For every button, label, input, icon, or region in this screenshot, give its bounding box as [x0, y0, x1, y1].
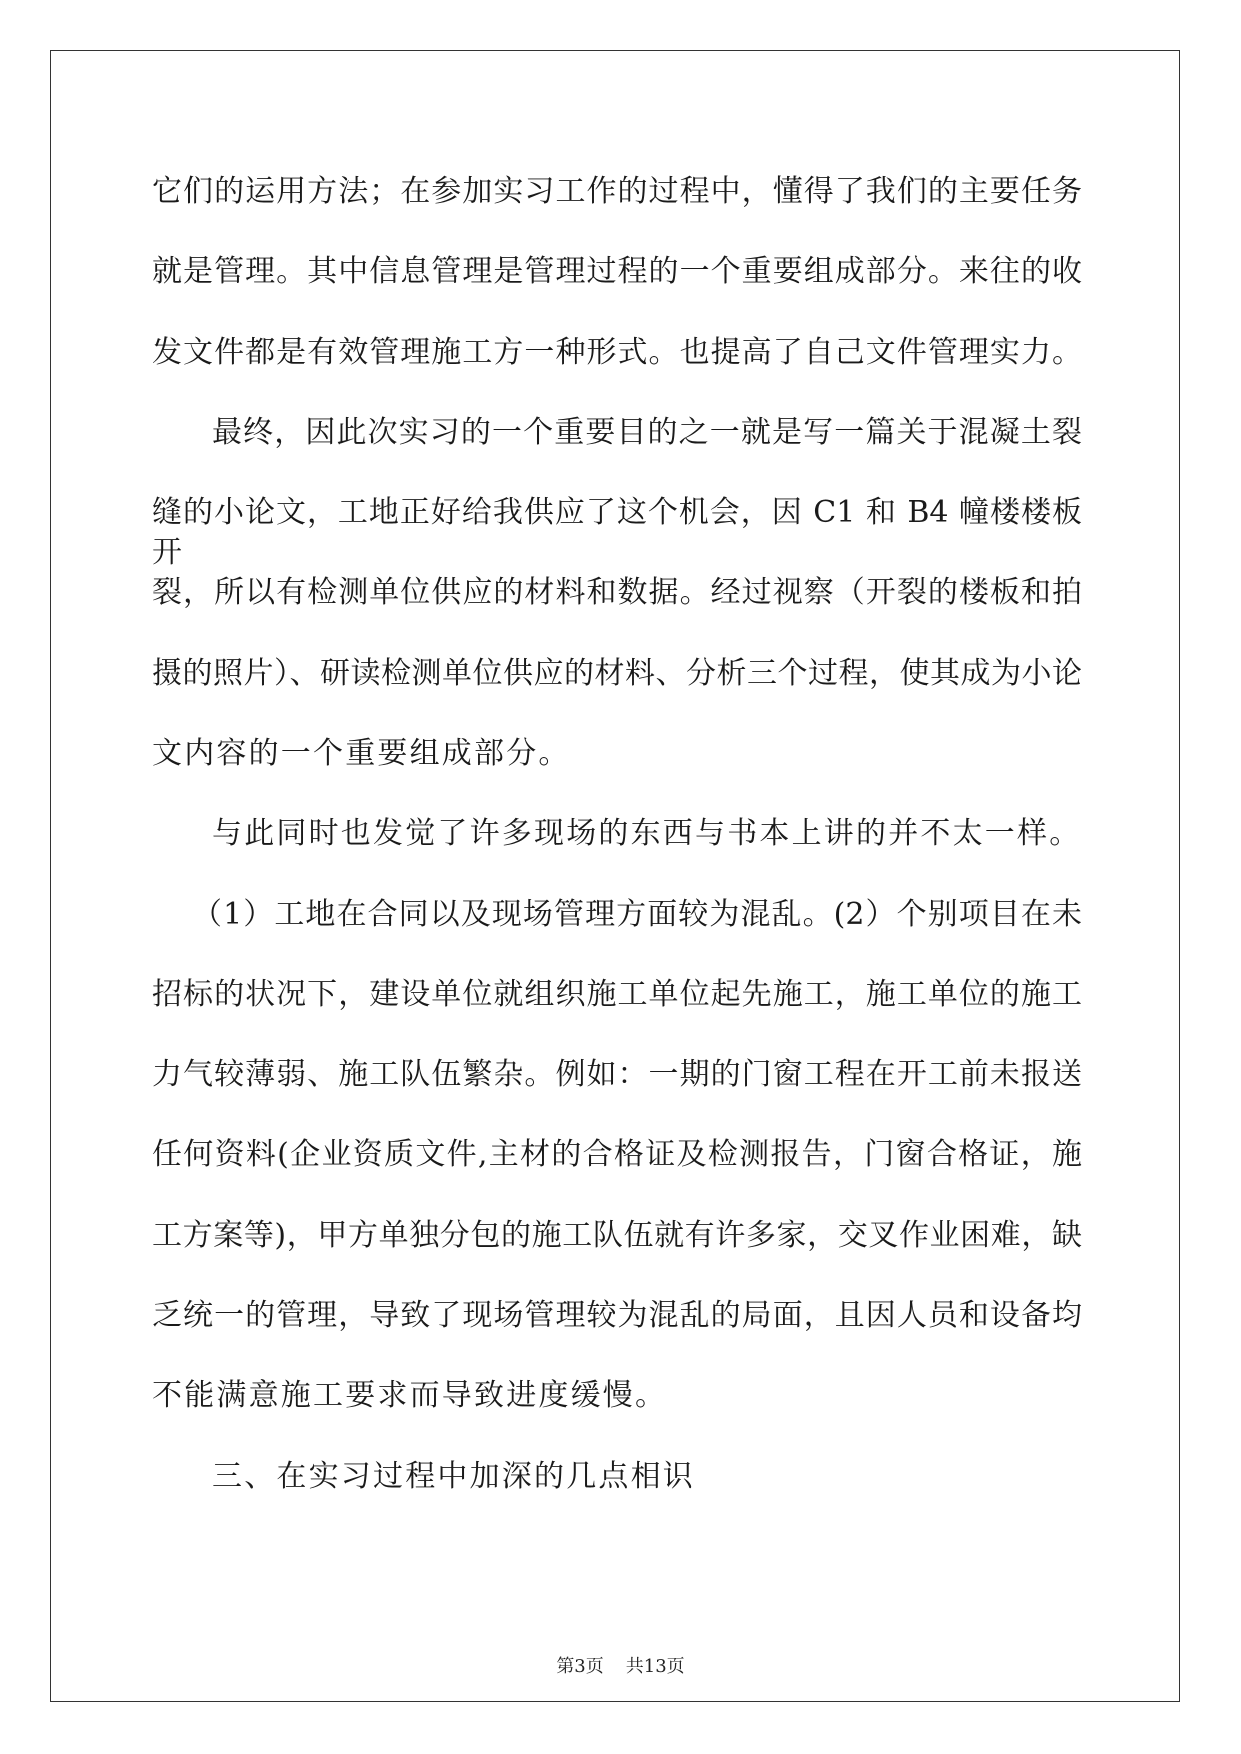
text-line: 招标的状况下，建设单位就组织施工单位起先施工，施工单位的施工 [152, 977, 1082, 1012]
text-line: 裂，所以有检测单位供应的材料和数据。经过视察（开裂的楼板和拍 [152, 575, 1082, 610]
text-line: 与此同时也发觉了许多现场的东西与书本上讲的并不太一样。 [212, 816, 1082, 851]
page-number: 第3页 [556, 1656, 604, 1677]
text-line: 文内容的一个重要组成部分。 [152, 736, 571, 771]
text-line: 发文件都是有效管理施工方一种形式。也提高了自己文件管理实力。 [152, 335, 1082, 370]
text-line: 任何资料(企业资质文件,主材的合格证及检测报告，门窗合格证，施 [152, 1137, 1082, 1172]
page-border [50, 50, 1180, 1702]
text-line: 乏统一的管理，导致了现场管理较为混乱的局面，且因人员和设备均 [152, 1298, 1082, 1333]
text-line: 缝的小论文，工地正好给我供应了这个机会，因 C1 和 B4 幢楼楼板开 [152, 495, 1082, 570]
page-footer [0, 1655, 1241, 1679]
text-line: 工方案等)，甲方单独分包的施工队伍就有许多家，交叉作业困难，缺 [152, 1218, 1082, 1253]
text-line: 力气较薄弱、施工队伍繁杂。例如：一期的门窗工程在开工前未报送 [152, 1057, 1082, 1092]
page-total: 共13页 [625, 1656, 685, 1677]
text-line: 就是管理。其中信息管理是管理过程的一个重要组成部分。来往的收 [152, 254, 1082, 289]
text-line: 最终，因此次实习的一个重要目的之一就是写一篇关于混凝土裂 [212, 415, 1082, 450]
text-line: 它们的运用方法；在参加实习工作的过程中，懂得了我们的主要任务 [152, 174, 1082, 209]
text-line: （1）工地在合同以及现场管理方面较为混乱。(2）个别项目在未 [192, 897, 1082, 932]
section-heading: 三、在实习过程中加深的几点相识 [212, 1459, 695, 1494]
text-line: 摄的照片）、研读检测单位供应的材料、分析三个过程，使其成为小论 [152, 656, 1082, 691]
text-line: 不能满意施工要求而导致进度缓慢。 [152, 1378, 668, 1413]
